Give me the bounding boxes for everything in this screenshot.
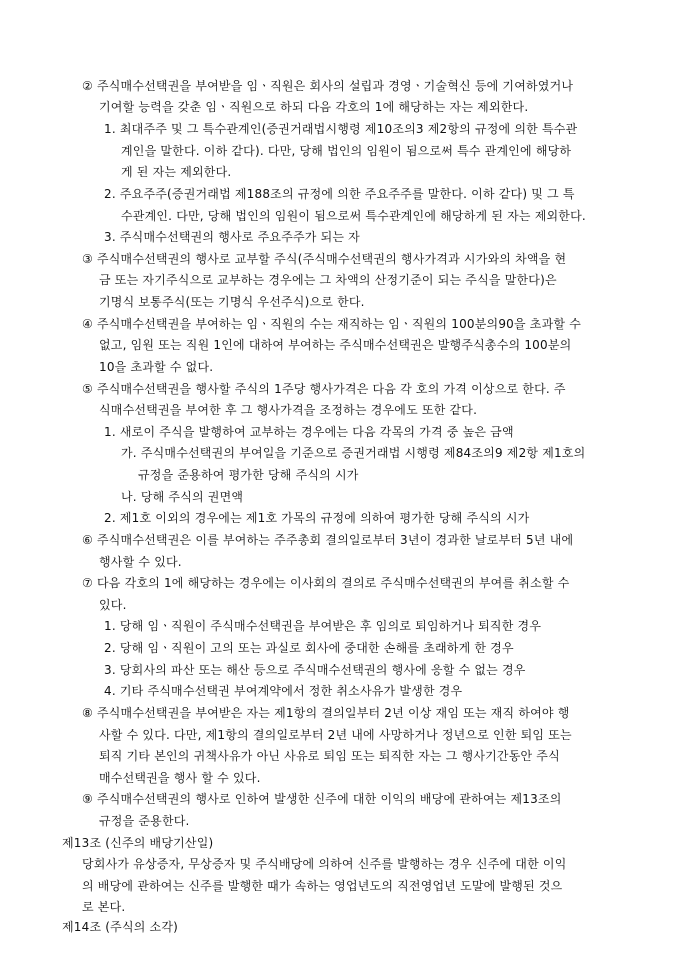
article-heading: 제14조 (주식의 소각) xyxy=(62,920,179,934)
text-line: ③ 주식매수선택권의 행사로 교부할 주식(주식매수선택권의 행사가격과 시가와의 차액을 현 xyxy=(82,252,567,266)
text-line: 나. 당해 주식의 권면액 xyxy=(121,490,244,504)
text-line: 3. 주식매수선택권의 행사로 주요주주가 되는 자 xyxy=(104,230,360,244)
text-line: 로 본다. xyxy=(82,900,126,914)
text-line: 없고, 임원 또는 직원 1인에 대하여 부여하는 주식매수선택권은 발행주식총수의 100분의 xyxy=(99,338,572,352)
text-line: 계인을 말한다. 이하 같다). 다만, 당해 법인의 임원이 됨으로써 특수 관계인에 해당하 xyxy=(121,144,572,158)
text-line: 사할 수 있다. 다만, 제1항의 결의일로부터 2년 내에 사망하거나 정년으로 인한 퇴임 또는 xyxy=(99,728,572,742)
text-line: 금 또는 자기주식으로 교부하는 경우에는 그 차액의 산정기준이 되는 주식을 말한다)은 xyxy=(99,273,557,287)
text-line: 식매수선택권을 부여한 후 그 행사가격을 조정하는 경우에도 또한 같다. xyxy=(99,403,478,417)
text-line: 게 된 자는 제외한다. xyxy=(121,165,232,179)
text-line: 있다. xyxy=(99,598,127,612)
text-line: 의 배당에 관하여는 신주를 발행한 때가 속하는 영업년도의 직전영업년 도말에 발행된 것으 xyxy=(82,879,563,893)
text-line: 10을 초과할 수 없다. xyxy=(99,360,214,374)
text-line: 2. 당해 임ㆍ직원이 고의 또는 과실로 회사에 중대한 손해를 초래하게 한 경우 xyxy=(104,641,514,655)
text-line: 1. 최대주주 및 그 특수관계인(증권거래법시행령 제10조의3 제2항의 규정에 의한 특수관 xyxy=(104,122,578,136)
text-line: 1. 당해 임ㆍ직원이 주식매수선택권을 부여받은 후 임의로 퇴임하거나 퇴직한 경우 xyxy=(104,619,542,633)
text-line: ⑧ 주식매수선택권을 부여받은 자는 제1항의 결의일부터 2년 이상 재임 또는 재직 하여야 행 xyxy=(82,706,570,720)
text-line: 1. 새로이 주식을 발행하여 교부하는 경우에는 다음 각목의 가격 중 높은 금액 xyxy=(104,425,514,439)
text-line: 3. 당회사의 파산 또는 해산 등으로 주식매수선택권의 행사에 응할 수 없는 경우 xyxy=(104,663,526,677)
article-heading: 제13조 (신주의 배당기산일) xyxy=(62,836,214,850)
text-line: 규정을 준용한다. xyxy=(99,814,190,828)
text-line: 매수선택권을 행사 할 수 있다. xyxy=(99,771,261,785)
text-line: 규정을 준용하여 평가한 당해 주식의 시가 xyxy=(138,468,359,482)
text-line: 기명식 보통주식(또는 기명식 우선주식)으로 한다. xyxy=(99,295,365,309)
text-line: 기여할 능력을 갖춘 임ㆍ직원으로 하되 다음 각호의 1에 해당하는 자는 제외한다. xyxy=(99,100,529,114)
text-line: 4. 기타 주식매수선택권 부여계약에서 정한 취소사유가 발생한 경우 xyxy=(104,684,463,698)
text-line: 2. 주요주주(증권거래법 제188조의 규정에 의한 주요주주를 말한다. 이하 같다) 및 그 특 xyxy=(104,187,575,201)
text-line: ② 주식매수선택권을 부여받을 임ㆍ직원은 회사의 설립과 경영ㆍ기술혁신 등에 기여하였거나 xyxy=(82,79,574,93)
text-line: ⑤ 주식매수선택권을 행사할 주식의 1주당 행사가격은 다음 각 호의 가격 이상으로 한다. 주 xyxy=(82,382,566,396)
text-line: ⑦ 다음 각호의 1에 해당하는 경우에는 이사회의 결의로 주식매수선택권의 부여를 취소할 수 xyxy=(82,576,570,590)
text-line: 행사할 수 있다. xyxy=(99,555,182,569)
text-line: 가. 주식매수선택권의 부여일을 기준으로 증권거래법 시행령 제84조의9 제2항 제1호의 xyxy=(121,446,586,460)
text-line: ⑥ 주식매수선택권은 이를 부여하는 주주총회 결의일로부터 3년이 경과한 날로부터 5년 내에 xyxy=(82,533,574,547)
text-line: 당회사가 유상증자, 무상증자 및 주식배당에 의하여 신주를 발행하는 경우 신주에 대한 이익 xyxy=(82,857,567,871)
text-line: 2. 제1호 이외의 경우에는 제1호 가목의 규정에 의하여 평가한 당해 주식의 시가 xyxy=(104,511,530,525)
text-line: 수관계인. 다만, 당해 법인의 임원이 됨으로써 특수관계인에 해당하게 된 자는 제외한다. xyxy=(121,209,586,223)
text-line: 퇴직 기타 본인의 귀책사유가 아닌 사유로 퇴임 또는 퇴직한 자는 그 행사기간동안 주식 xyxy=(99,749,560,763)
text-line: ④ 주식매수선택권을 부여하는 임ㆍ직원의 수는 재직하는 임ㆍ직원의 100분의90을 초과할 수 xyxy=(82,317,581,331)
text-line: ⑨ 주식매수선택권의 행사로 인하여 발생한 신주에 대한 이익의 배당에 관하여는 제13조의 xyxy=(82,792,562,806)
